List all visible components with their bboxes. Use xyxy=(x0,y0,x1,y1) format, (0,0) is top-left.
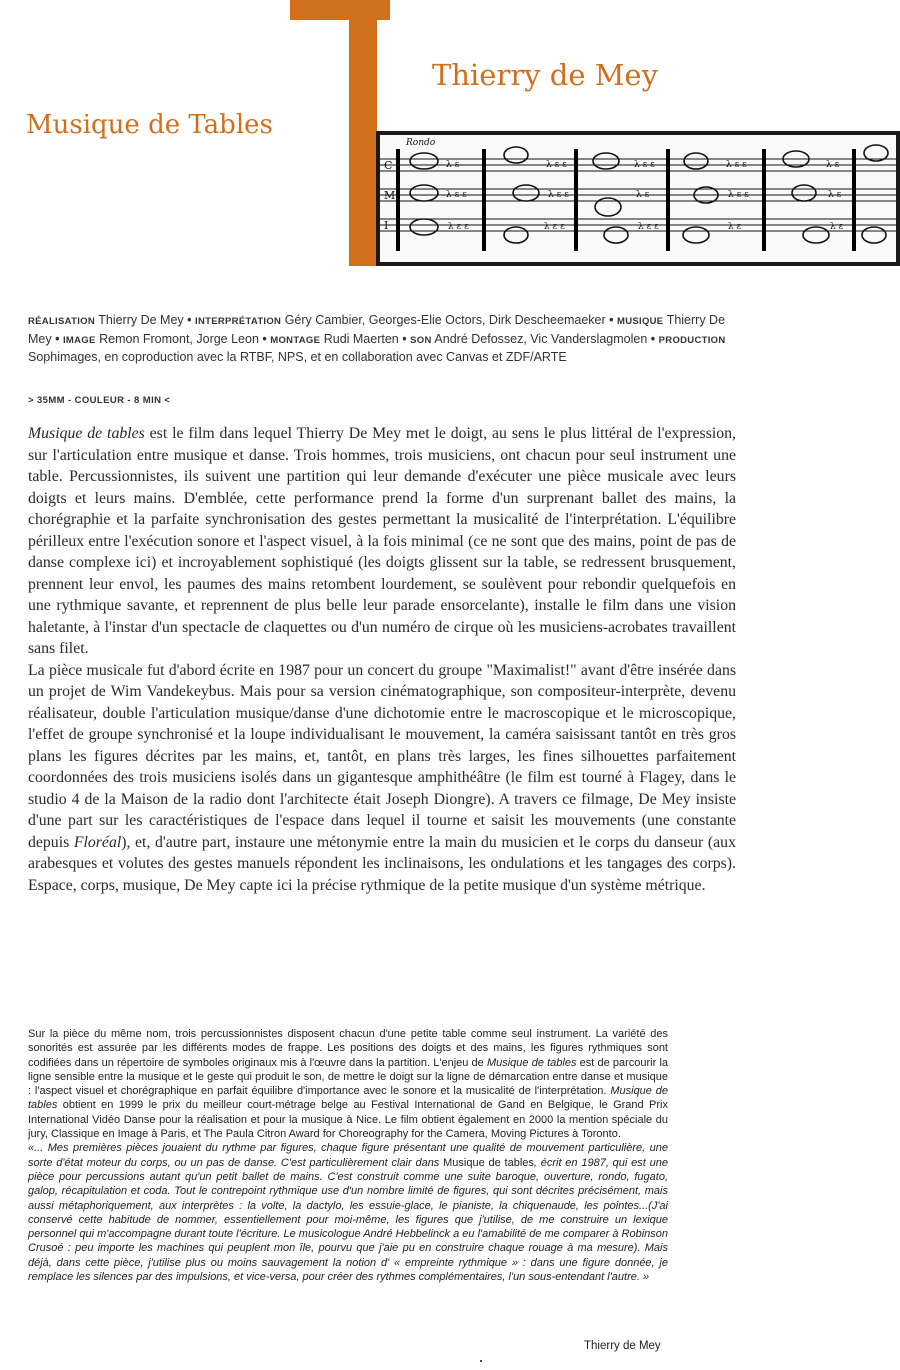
score-staff-letter: C xyxy=(384,159,393,172)
svg-text:λ ε ε: λ ε ε xyxy=(726,160,747,170)
main-article xyxy=(28,423,736,896)
quote-text: «... Mes premières pièces jouaient du rythme par figures, chaque figure présentant une qualité de mouvement particulière, une sorte d'état moteur du corps, ou un pas de danse. C'est particulièrement clair dans xyxy=(28,1142,668,1169)
credit-value: Rudi Maerten xyxy=(323,331,399,346)
svg-text:λ ε ε: λ ε ε xyxy=(638,222,659,232)
svg-text:λ ε: λ ε xyxy=(830,222,844,232)
credit-value: André Defossez, Vic Vanderslagmolen xyxy=(434,331,648,346)
film-format: > 35MM - COULEUR - 8 MIN < xyxy=(28,395,171,406)
svg-text:λ ε ε: λ ε ε xyxy=(548,190,569,200)
paragraph-text: obtient en 1999 le prix du meilleur court-métrage belge au Festival International de Gand en Belgique, le Grand Prix International Vidéo Danse pour la réalisation et pour la musique à Nice. Le film obtient également en 2000 la mention spéciale du jury, Classique en Image à Paris, et The Paula Citron Award for Choreography for the Camera, Moving Pictures à Toronto. xyxy=(28,1099,668,1141)
credit-label: MONTAGE xyxy=(270,334,321,346)
svg-text:λ ε: λ ε xyxy=(728,222,742,232)
article-paragraph xyxy=(28,423,736,660)
credit-separator: • xyxy=(55,331,60,346)
svg-text:λ ε ε: λ ε ε xyxy=(544,222,565,232)
credit-label: IMAGE xyxy=(62,334,96,346)
credit-value: Géry Cambier, Georges-Elie Octors, Dirk Descheemaeker xyxy=(284,313,606,327)
score-tempo-marking: Rondo xyxy=(406,138,436,148)
credit-separator: • xyxy=(187,313,192,327)
credit-label: SON xyxy=(410,334,432,346)
quote-text: , écrit en 1987, qui est une pièce pour percussions autant qu'un petit ballet de mains. C'est construit comme une suite baroque, ouverture, rondo, fugato, galop, récapitulation et coda. Tout le contrepoint rythmique use d'un nombre limité de figures, qui sont décrites précisément, mais aussi métaphoriquement, aux interprètes : la volte, la dactylo, les essuie-glace, le pianiste, la chiquenaude, les pointes...(J'ai conservé cette habitude de nommer, essentiellement pour moi-même, les figures que j'utilise, de me construire un lexique personnel qui m'accompagne durant toute l'écriture. Le musicologue André Hebbelinck a eu l'amabilité de me comparer à Robinson Crusoé : peu importe les machines qui peuplent mon île, pourvu que j'aie pu en construire chaque rouage à ma mesure). Mais déjà, dans cette pièce, j'utilise plus ou moins sauvagement la notion d' « empreinte rythmique » : dans une figure donnée, je remplace les silences par des impulsions, et vice-versa, pour créer des rythmes complémentaires, l'un sous-entendant l'autre. » xyxy=(28,1156,668,1284)
score-staff-letter: I xyxy=(384,219,389,232)
artist-title: Thierry de Mey xyxy=(432,58,658,92)
score-staff-letter: M xyxy=(384,189,396,202)
credit-label: PRODUCTION xyxy=(658,334,726,346)
director-quote xyxy=(28,1141,668,1284)
svg-text:λ ε: λ ε xyxy=(828,190,842,200)
music-score-image xyxy=(376,131,900,266)
quote-signature: Thierry de Mey xyxy=(584,1340,661,1352)
page-mark xyxy=(480,1360,482,1362)
credit-separator: • xyxy=(402,331,407,346)
credits-block xyxy=(28,312,736,367)
film-title-reference: Musique de tables xyxy=(486,1056,577,1069)
decorative-t-stem xyxy=(349,20,377,266)
paragraph-text: ), et, d'autre part, instaure une métonymie entre la main du musicien et le corps du danseur (aux arabesques et volutes des gestes manuels répondent les inclinaisons, les ondulations et les tangages des corps). Espace, corps, musique, De Mey capte ici la précise rythmique de la petite musique d'un système métrique. xyxy=(28,833,736,894)
credit-label: MUSIQUE xyxy=(617,316,664,327)
article-paragraph xyxy=(28,660,736,897)
svg-text:λ ε: λ ε xyxy=(826,160,840,170)
svg-text:λ ε ε: λ ε ε xyxy=(446,190,467,200)
sidebar-paragraph xyxy=(28,1027,668,1141)
svg-text:λ ε ε: λ ε ε xyxy=(634,160,655,170)
paragraph-text: La pièce musicale fut d'abord écrite en 1987 pour un concert du groupe "Maximalist!" avant d'être insérée dans un projet de Wim Vandekeybus. Mais pour sa version cinématographique, son compositeur-interprète, devenu réalisateur, double l'articulation musique/danse d'une dichotomie entre le macroscopique et le microscopique, l'effet de groupe synchronisé et la loupe individualisant le mouvement, la caméra saisissant tantôt en très gros plans les figures décrites par les mains, et, tantôt, en plans très larges, les fines silhouettes parfaitement coordonnées des trois musiciens isolés dans un gigantesque amphithéâtre (le film est tourné à Flagey, dans le studio 4 de la Maison de la radio dont l'architecte était Joseph Diongre). A travers ce filmage, De Mey insiste d'une part sur les caractéristiques de l'espace dans lequel il tourne et saisit les mouvements (une constante depuis xyxy=(28,661,736,851)
paragraph-text: est de parcourir la ligne sensible entre la musique et le geste qui produit le son, de mettre le doigt sur la ligne de démarcation entre danse et musique : l'aspect visuel et chorégraphique en parfait équilibre d'importance avec le sonore et la musicalité de l'interprétation. xyxy=(28,1056,669,1098)
svg-text:λ ε ε: λ ε ε xyxy=(728,190,749,200)
sidebar-note xyxy=(28,1027,668,1284)
paragraph-text: Sur la pièce du même nom, trois percussionnistes disposent chacun d'une petite table comme seul instrument. La variété des sonorités est assurée par les différents modes de frappe. Les positions des doigts et des mains, les figures rythmiques sont codifiées dans un répertoire de symboles originaux mis à l'œuvre dans la partition. L'enjeu de xyxy=(28,1028,668,1069)
decorative-t-bar xyxy=(290,0,390,20)
credit-value: Remon Fromont, Jorge Leon xyxy=(99,331,259,346)
film-title-reference: Musique de tables xyxy=(443,1156,534,1169)
credit-value: Sophimages, en coproduction avec la RTBF, NPS, et en collaboration avec Canvas et ZDF/ARTE xyxy=(28,350,567,364)
svg-text:λ ε: λ ε xyxy=(446,160,460,170)
film-title-reference: Musique de tables xyxy=(28,1085,669,1112)
svg-text:λ ε ε: λ ε ε xyxy=(448,222,469,232)
credit-label: RÉALISATION xyxy=(28,316,95,327)
film-title: Musique de Tables xyxy=(26,110,273,140)
film-title-reference: Musique de tables xyxy=(28,425,145,442)
svg-text:λ ε ε: λ ε ε xyxy=(546,160,567,170)
credit-separator: • xyxy=(609,313,614,327)
credit-value: Thierry De Mey xyxy=(28,313,726,346)
credit-value: Thierry De Mey xyxy=(98,313,184,327)
credit-separator: • xyxy=(262,331,267,346)
credit-separator: • xyxy=(650,331,656,346)
svg-text:λ ε: λ ε xyxy=(636,190,650,200)
credit-label: INTERPRÉTATION xyxy=(195,316,282,327)
paragraph-text: est le film dans lequel Thierry De Mey met le doigt, au sens le plus littéral de l'expression, sur l'articulation entre musique et danse. Trois hommes, trois musiciens, ont chacun pour seul instrument une table. Percussionnistes, ils suivent une partition qui leur demande d'exécuter une pièce musicale avec leurs doigts et leurs mains. D'emblée, cette performance prend la forme d'un surprenant ballet des mains, la chorégraphie et la parfaite synchronisation des gestes permettant la musicalité de l'interprétation. L'équilibre périlleux entre l'exécution sonore et l'aspect visuel, à la fois minimal (ce ne sont que des mains, point de pas de danse complexe ici) et incroyablement sophistiqué (les doigts glissent sur la table, se redressent brusquement, prennent leur envol, les paumes des mains retombent lourdement, se soulèvent pour rebondir quelquefois en une rythmique savante, et reprennent de plus belle leur parade ensorcelante), installe le film dans une vision haletante, à l'instar d'un spectacle de claquettes ou d'un numéro de cirque où les musiciens-acrobates travaillent sans filet. xyxy=(28,425,736,657)
film-title-reference: Floréal xyxy=(73,833,122,851)
music-score-drawing xyxy=(376,131,900,266)
